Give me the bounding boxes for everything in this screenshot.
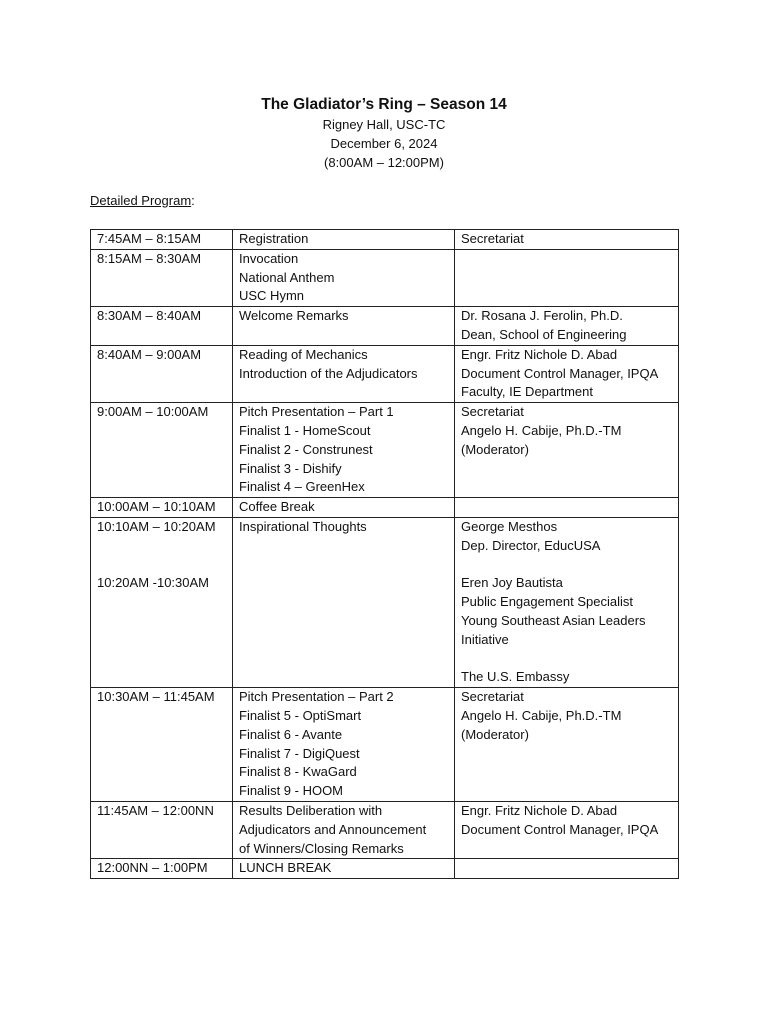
cell-line: Dean, School of Engineering — [461, 326, 627, 342]
cell-line: Pitch Presentation – Part 1 — [239, 404, 394, 420]
time-cell — [91, 345, 233, 402]
cell-line — [97, 556, 226, 575]
cell-line: 10:20AM -10:30AM — [97, 575, 210, 591]
activity-cell — [233, 345, 455, 402]
cell-line: 8:40AM – 9:00AM — [97, 346, 202, 362]
cell-line: 10:00AM – 10:10AM — [97, 499, 216, 515]
cell-line: Document Control Manager, IPQA — [461, 821, 659, 837]
cell-line: Reading of Mechanics — [239, 346, 368, 362]
time-cell — [91, 859, 233, 879]
time-cell — [91, 801, 233, 858]
cell-line: Young Southeast Asian Leaders — [461, 612, 646, 628]
cell-line: Engr. Fritz Nichole D. Abad — [461, 346, 618, 362]
cell-line: Finalist 1 - HomeScout — [239, 422, 371, 438]
event-title: The Gladiator’s Ring – Season 14 — [261, 96, 507, 113]
cell-line: 12:00NN – 1:00PM — [97, 860, 208, 876]
cell-line: Registration — [239, 231, 309, 246]
document-header — [0, 95, 768, 172]
table-row — [91, 230, 679, 250]
person-cell — [455, 345, 679, 402]
person-cell — [455, 498, 679, 518]
program-table — [90, 229, 679, 879]
cell-line: Finalist 9 - HOOM — [239, 783, 344, 799]
cell-line: Introduction of the Adjudicators — [239, 365, 418, 381]
cell-line: 10:30AM – 11:45AM — [97, 689, 215, 705]
cell-empty-line — [461, 250, 672, 269]
table-row — [91, 688, 679, 802]
program-table-body — [91, 230, 679, 879]
activity-cell — [233, 230, 455, 250]
cell-line: Finalist 7 - DigiQuest — [239, 745, 360, 761]
person-cell — [455, 859, 679, 879]
person-cell — [455, 801, 679, 858]
cell-line: Faculty, IE Department — [461, 384, 593, 400]
event-time: (8:00AM – 12:00PM) — [324, 155, 444, 170]
time-cell — [91, 517, 233, 687]
cell-line: Finalist 4 – GreenHex — [239, 479, 365, 495]
time-cell — [91, 403, 233, 498]
table-row — [91, 345, 679, 402]
activity-cell — [233, 517, 455, 687]
cell-line — [461, 556, 672, 575]
cell-line: LUNCH BREAK — [239, 860, 332, 876]
section-heading-suffix: : — [191, 193, 195, 208]
person-cell — [455, 249, 679, 306]
table-row — [91, 498, 679, 518]
cell-line: Pitch Presentation – Part 2 — [239, 689, 394, 705]
cell-line: 8:15AM – 8:30AM — [97, 250, 202, 266]
time-cell — [91, 498, 233, 518]
person-cell — [455, 307, 679, 346]
time-cell — [91, 249, 233, 306]
activity-cell — [233, 859, 455, 879]
cell-line — [461, 650, 672, 669]
section-heading — [90, 192, 195, 210]
person-cell — [455, 230, 679, 250]
cell-line: Secretariat — [461, 404, 524, 420]
event-venue: Rigney Hall, USC-TC — [322, 117, 446, 132]
cell-line: Public Engagement Specialist — [461, 594, 633, 610]
cell-line: Adjudicators and Announcement — [239, 821, 427, 837]
cell-line: George Mesthos — [461, 518, 558, 534]
cell-empty-line — [461, 498, 672, 517]
cell-line: 8:30AM – 8:40AM — [97, 308, 202, 324]
activity-cell — [233, 249, 455, 306]
cell-line: Angelo H. Cabije, Ph.D.-TM — [461, 707, 622, 723]
cell-line: Eren Joy Bautista — [461, 575, 563, 591]
cell-line: Finalist 2 - Construnest — [239, 441, 373, 457]
table-row — [91, 403, 679, 498]
cell-line: Document Control Manager, IPQA — [461, 365, 659, 381]
cell-line: 7:45AM – 8:15AM — [97, 231, 202, 246]
table-row — [91, 859, 679, 879]
cell-line: of Winners/Closing Remarks — [239, 840, 404, 856]
cell-line: Angelo H. Cabije, Ph.D.-TM — [461, 422, 622, 438]
person-cell — [455, 688, 679, 802]
table-row — [91, 249, 679, 306]
cell-line: Finalist 3 - Dishify — [239, 460, 342, 476]
cell-empty-line — [461, 859, 672, 878]
person-cell — [455, 403, 679, 498]
cell-line: Inspirational Thoughts — [239, 518, 367, 534]
cell-line: Finalist 8 - KwaGard — [239, 764, 357, 780]
cell-line: Coffee Break — [239, 499, 315, 515]
cell-line: Results Deliberation with — [239, 802, 383, 818]
cell-line: 10:10AM – 10:20AM — [97, 518, 216, 534]
person-cell — [455, 517, 679, 687]
section-heading-label: Detailed Program — [90, 193, 192, 208]
table-row — [91, 801, 679, 858]
cell-line: (Moderator) — [461, 726, 529, 742]
event-date: December 6, 2024 — [330, 136, 438, 151]
cell-line: The U.S. Embassy — [461, 669, 570, 685]
cell-line: Finalist 5 - OptiSmart — [239, 707, 362, 723]
table-row — [91, 307, 679, 346]
cell-line: Dep. Director, EducUSA — [461, 537, 601, 553]
cell-line: National Anthem — [239, 269, 335, 285]
time-cell — [91, 688, 233, 802]
activity-cell — [233, 688, 455, 802]
activity-cell — [233, 801, 455, 858]
activity-cell — [233, 307, 455, 346]
cell-line: Initiative — [461, 631, 509, 647]
activity-cell — [233, 498, 455, 518]
cell-line — [97, 537, 226, 556]
cell-line: 9:00AM – 10:00AM — [97, 404, 209, 420]
cell-line: Engr. Fritz Nichole D. Abad — [461, 802, 618, 818]
cell-line: Dr. Rosana J. Ferolin, Ph.D. — [461, 308, 623, 324]
time-cell — [91, 307, 233, 346]
activity-cell — [233, 403, 455, 498]
cell-line: Secretariat — [461, 231, 524, 246]
cell-line: (Moderator) — [461, 441, 529, 457]
time-cell — [91, 230, 233, 250]
cell-line: Welcome Remarks — [239, 308, 349, 324]
cell-line: Secretariat — [461, 689, 524, 705]
cell-line: USC Hymn — [239, 288, 305, 304]
cell-line: Finalist 6 - Avante — [239, 726, 343, 742]
cell-line: Invocation — [239, 250, 299, 266]
cell-line: 11:45AM – 12:00NN — [97, 802, 214, 818]
table-row — [91, 517, 679, 687]
